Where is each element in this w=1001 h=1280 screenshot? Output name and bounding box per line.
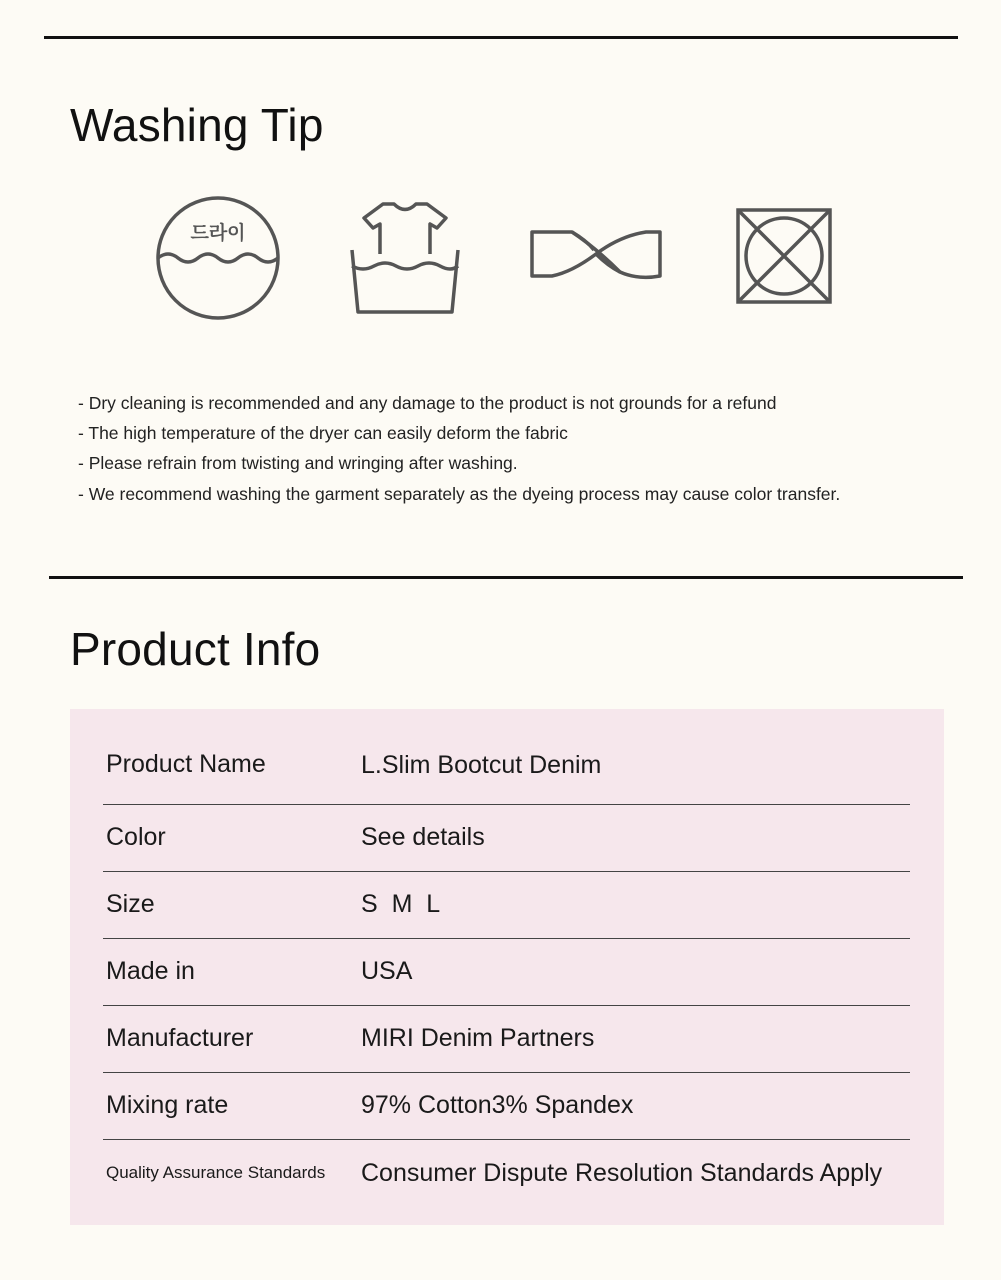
product-info-table [70, 709, 944, 1225]
info-value: See details [361, 823, 485, 851]
info-value: 97% Cotton3% Spandex [361, 1091, 634, 1119]
info-value: Consumer Dispute Resolution Standards Apply [361, 1159, 883, 1187]
no-tumble-dry-icon [734, 206, 834, 306]
product-info-title: Product Info [70, 623, 321, 675]
info-label: Product Name [106, 750, 266, 778]
info-label: Color [106, 823, 166, 851]
washing-tips-list [78, 388, 840, 509]
info-label: Made in [106, 957, 195, 985]
dry-clean-icon [152, 192, 284, 324]
info-row-size [103, 872, 910, 939]
info-value: MIRI Denim Partners [361, 1024, 595, 1052]
washing-tip: - Please refrain from twisting and wringing after washing. [78, 453, 518, 474]
info-row-quality-assurance [103, 1140, 910, 1225]
no-wringing-icon [528, 226, 664, 282]
info-row-product-name [103, 709, 910, 805]
dry-clean-label: 드라이 [190, 222, 246, 244]
info-label: Quality Assurance Standards [106, 1163, 326, 1182]
info-row-manufacturer [103, 1006, 910, 1073]
info-label: Mixing rate [106, 1091, 229, 1119]
washing-tip: - Dry cleaning is recommended and any damage to the product is not grounds for a refund [78, 393, 777, 413]
top-divider [44, 36, 958, 39]
info-label: Manufacturer [106, 1024, 254, 1052]
washing-tip-title: Washing Tip [70, 99, 324, 151]
care-icons [0, 190, 1001, 325]
washing-tip: - The high temperature of the dryer can easily deform the fabric [78, 423, 568, 444]
info-row-made-in [103, 939, 910, 1006]
info-value: USA [361, 957, 413, 985]
info-row-color [103, 805, 910, 872]
info-value: S M L [361, 890, 441, 918]
section-divider [49, 576, 963, 579]
info-row-mixing-rate [103, 1073, 910, 1140]
washing-tip: - We recommend washing the garment separately as the dyeing process may cause color transfer. [78, 483, 841, 504]
hand-wash-icon [346, 198, 464, 318]
info-label: Size [106, 890, 155, 918]
info-value: L.Slim Bootcut Denim [361, 751, 602, 779]
